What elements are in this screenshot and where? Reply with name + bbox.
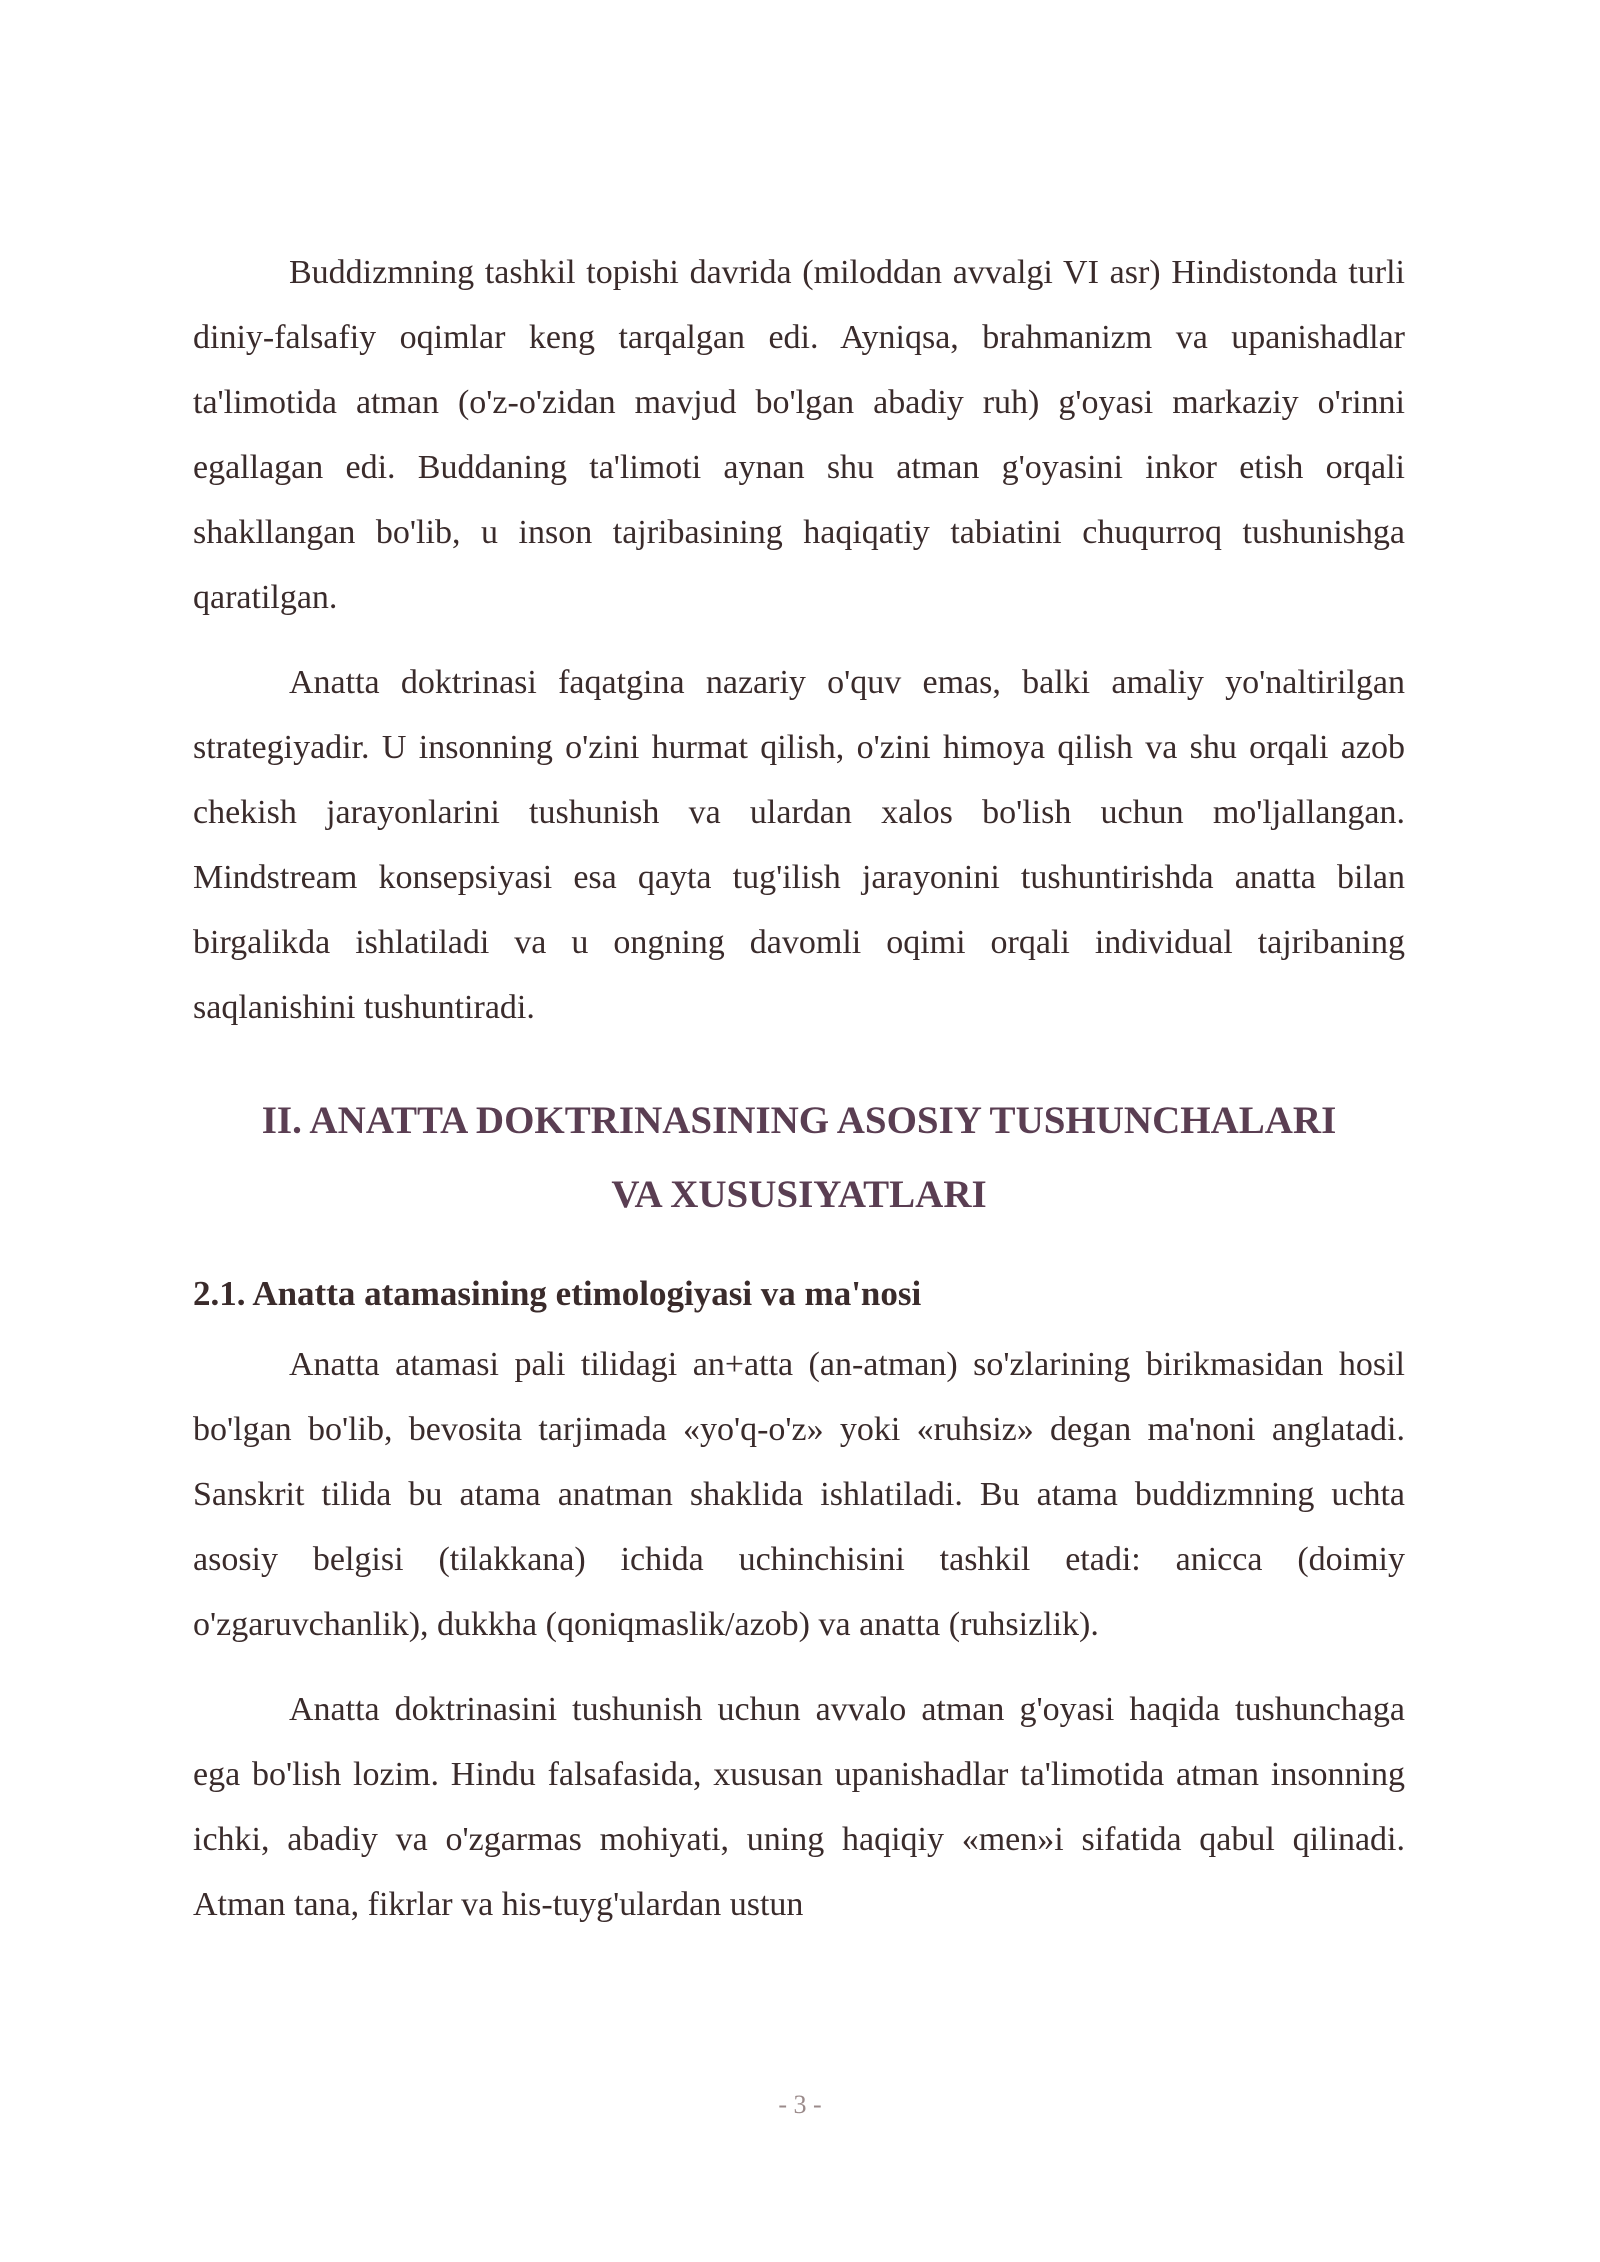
section-title-line-1: II. ANATTA DOKTRINASINING ASOSIY TUSHUNCHALARI <box>261 1099 1337 1142</box>
paragraph-anatta-strategy: Anatta doktrinasi faqatgina nazariy o'quv emas, balki amaliy yo'naltirilgan strategiyadir. U insonning o'zini hurmat qilish, o'zini himoya qilish va shu orqali azob chekish jarayonlarini tushunish va ulardan xalos bo'lish uchun mo'ljallangan. Mindstream konsepsiyasi esa qayta tug'ilish jarayonini tushuntirishda anatta bilan birgalikda ishlatiladi va u ongning davomli oqimi orqali individual tajribaning saqlanishini tushuntiradi. <box>193 664 1405 1026</box>
subsection-title: 2.1. Anatta atamasining etimologiyasi va ma'nosi <box>193 1274 922 1313</box>
section-title-line-2: VA XUSUSIYATLARI <box>611 1173 987 1216</box>
paragraph-atman-concept: Anatta doktrinasini tushunish uchun avvalo atman g'oyasi haqida tushunchaga ega bo'lish lozim. Hindu falsafasida, xususan upanishadlar ta'limotida atman insonning ichki, abadiy va o'zgarmas mohiyati, uning haqiqiy «men»i sifatida qabul qilinadi. Atman tana, fikrlar va his-tuyg'ulardan ustun <box>193 1691 1405 1923</box>
document-page <box>193 240 1405 1937</box>
paragraph-anatta-etymology: Anatta atamasi pali tilidagi an+atta (an-atman) so'zlarining birikmasidan hosil bo'lgan bo'lib, bevosita tarjimada «yo'q-o'z» yoki «ruhsiz» degan ma'noni anglatadi. Sanskrit tilida bu atama anatman shaklida ishlatiladi. Bu atama buddizmning uchta asosiy belgisi (tilakkana) ichida uchinchisini tashkil etadi: anicca (doimiy o'zgaruvchanlik), dukkha (qoniqmaslik/azob) va anatta (ruhsizlik). <box>193 1346 1405 1643</box>
page-number: - 3 - <box>778 2090 822 2119</box>
paragraph-buddhism-origins: Buddizmning tashkil topishi davrida (miloddan avvalgi VI asr) Hindistonda turli diniy-falsafiy oqimlar keng tarqalgan edi. Ayniqsa, brahmanizm va upanishadlar ta'limotida atman (o'z-o'zidan mavjud bo'lgan abadiy ruh) g'oyasi markaziy o'rinni egallagan edi. Buddaning ta'limoti aynan shu atman g'oyasini inkor etish orqali shakllangan bo'lib, u inson tajribasining haqiqatiy tabiatini chuqurroq tushunishga qaratilgan. <box>193 254 1405 616</box>
section-title <box>193 1084 1405 1232</box>
